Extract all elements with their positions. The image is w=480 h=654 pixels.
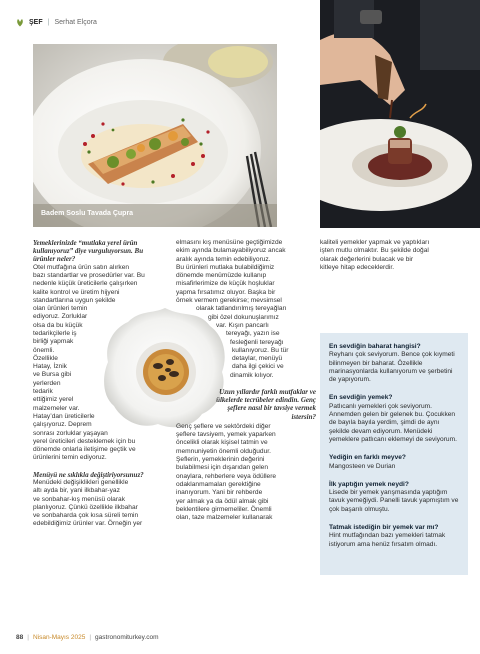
answer-line: Otel mutfağına ürün satın alırken [33,263,130,271]
question-local-products: Yemeklerinizde “mutlaka yerel ürün kullanıyoruz” diye vurguluyorsun. Bu ürünler neler? [33,239,144,264]
answer-line: ekim ayında bulamayabiliyoruz ancak [176,247,286,255]
box-answer: Mangosteen ve Durian [329,462,396,470]
answer-line: dönemde onlarla iletişime geçtik ve [33,446,136,454]
answer-line: sonrası zorluklar yaşayan [33,429,108,437]
answer-line: ediyoruz. Zorluklar [33,313,88,321]
answer-line: yerlerden [33,379,61,387]
author-name: Serhat Elçora [54,18,97,26]
answer-line: var. Kışın pancarlı [216,321,269,329]
box-question: Tatmak istediğin bir yemek var mı? [329,524,439,532]
answer-line: yerel üreticileri desteklemek için bu [33,437,136,445]
answer-line: dönemde menümüzde kullanıp [176,272,267,280]
answer-line: kitleye hitap edeceklerdir. [320,263,395,271]
website: gastronomiturkey.com [95,634,159,641]
answer-line: yer almak ya da ödül almak gibi [176,497,269,505]
answer-line: ettiğimiz yerel [33,396,74,404]
page-header [16,16,97,28]
answer-line: Genç şeflere ve sektördeki diğer [176,422,271,430]
answer-line: nedenle küçük üreticilerle çalışırken [33,280,138,288]
header-separator: | [47,18,50,26]
answer-line: olarak değerlerini bulacak ve bir [320,255,414,263]
answer-line: olan ürünleri temin [33,305,88,313]
answer-line: birliği yapmak [33,338,74,346]
answer-line: tedarik [33,388,53,396]
text-column-3 [320,239,470,272]
answer-line: olarak tatlandırılmış tereyağları [196,305,287,313]
answer-line: kalite kontrol ve üretim hijyeni [33,288,120,296]
answer-line: edebildiğimiz ürünler var. Örneğin yer [33,520,143,528]
answer-line: ve sonbahar-kış menüsü olarak [33,495,125,503]
answer-line: Bu ürünleri mutlaka bulabildiğimiz [176,263,275,271]
answer-line: tedarikçilerle iş [33,329,77,337]
quick-questions-box [320,333,468,575]
answer-line: fesleğenli tereyağı [230,338,284,346]
answer-line: ve Bursa gibi [33,371,72,379]
answer-line: öncelikli olarak kişisel tatmin ve [176,439,268,447]
answer-line: tereyağı, yazın ise [226,330,280,338]
answer-line: ürünlerini temin ediyoruz. [33,454,107,462]
answer-line: standartlarına uygun şekilde [33,296,116,304]
issue-date: Nisan-Mayıs 2025 [32,634,86,641]
answer-line: elmasını kış menüsüne geçtiğimizde [176,239,283,246]
answer-line: örnek vermem gerekirse; mevsimsel [176,297,282,305]
answer-line: kullanıyoruz. Bu tür [232,346,289,354]
answer-line: olan, taze malzemeler kullanarak [176,514,273,522]
answer-line: işten mutlu olmaktır. Bu şekilde doğal [320,247,429,255]
answer-line: önemli. [33,346,55,354]
photo-caption: Badem Soslu Tavada Çupra [41,210,134,217]
chef-plating-photo [320,0,480,228]
box-answer: Patlıcanlı yemekleri çok seviyorum. Annemden gelen bir gelenek bu. Çocukken de bayıla bayıla yerdim, şimdi de aynı şekilde devam ediyorum. Menüdeki yemeklere patlıcanı eklemeyi de seviyorum. [329,402,457,443]
page-number: 88 [16,634,24,641]
answer-line: bazı standartlar ve prosedürler var. Bu [33,271,145,279]
footer-separator: | [27,634,29,641]
answer-line: memnuniyetin önemli olduğudur. [176,447,271,455]
answer-line: Şeflerin, yemeklerinin değerini [176,456,265,464]
answer-line: kaliteli yemekler yapmak ve yaptıkları [320,239,430,246]
footer-separator: | [89,634,92,641]
answer-line: Menüdeki değişiklikleri genellikle [33,478,129,486]
answer-line: daha ilgi çekici ve [232,363,284,371]
answer-line: aralık ayında temin edebiliyoruz. [176,255,271,263]
answer-line: bulabilmesi için dışarıdan gelen [176,464,269,472]
answer-line: Hatay’dan üreticilerle [33,412,95,420]
question-menu-change: Menüyü ne sıklıkla değiştiriyorsunuz? [33,470,144,479]
box-answer: Reyhanı çok seviyorum. Bence çok kıymeti bilinmeyen bir baharat. Özellikle marinasyonlarda kullanıyorum ve şerbetini de yapıyorum. [329,351,455,384]
box-question: İlk yaptığın yemek neydi? [329,480,409,488]
answer-line: ve sonbaharda çok kısa süreli temin [33,512,139,520]
answer-line: detaylar, menüyü [232,355,283,363]
fish-dish-photo [33,44,277,227]
answer-line: yapma fırsatımız oluyor. Başka bir [176,288,276,296]
box-question: Yediğin en farklı meyve? [329,454,406,462]
answer-line: beklentilere girmemeliler. Önemli [176,505,272,513]
answer-line: odaklanmamaları gerektiğine [176,480,261,488]
answer-line: olsa da bu küçük [33,321,83,329]
box-answer: Lisede bir yemek yarışmasında yaptığım tavuk yemeğiydi. Panelli tavuk yapmıştım ve çok başarılı olmuştu. [329,489,459,513]
answer-line: çalışıyoruz. Deprem [33,421,92,429]
box-answer: Hint mutfağından bazı yemekleri tatmak istiyorum ama henüz fırsatım olmadı. [329,532,446,548]
answer-line: Özellikle [33,354,58,362]
box-question: En sevdiğin baharat hangisi? [329,343,421,350]
answer-line: malzemeler var. [33,404,80,412]
leaf-icon [16,18,24,27]
answer-line: onaylara, rehberlere veya ödüllere [176,472,277,480]
answer-line: gibi özel dokunuşlarımız [208,313,279,321]
page-footer [16,634,159,641]
answer-line: inanıyorum. Yani bir rehberde [176,489,263,497]
answer-line: planlıyoruz. Çünkü özellikle ilkbahar [33,503,138,511]
answer-line: şeflere tavsiyem, yemek yaparken [176,431,276,439]
answer-line: altı ayda bir, yani ilkbahar-yaz [33,487,120,495]
answer-line: dinamik kılıyor. [230,371,274,379]
box-question: En sevdiğin yemek? [329,394,393,402]
section-label: ŞEF [29,18,43,26]
question-advice: Uzun yıllardır farklı mutfaklar ve ülkelerde tecrübeler edindin. Genç şeflere nasıl bir tavsiye vermek istersin? [216,388,316,421]
answer-line: misafirlerimize de küçük hoşluklar [176,280,275,288]
answer-line: Hatay, İznik [33,363,67,371]
text-column-2 [176,239,316,522]
